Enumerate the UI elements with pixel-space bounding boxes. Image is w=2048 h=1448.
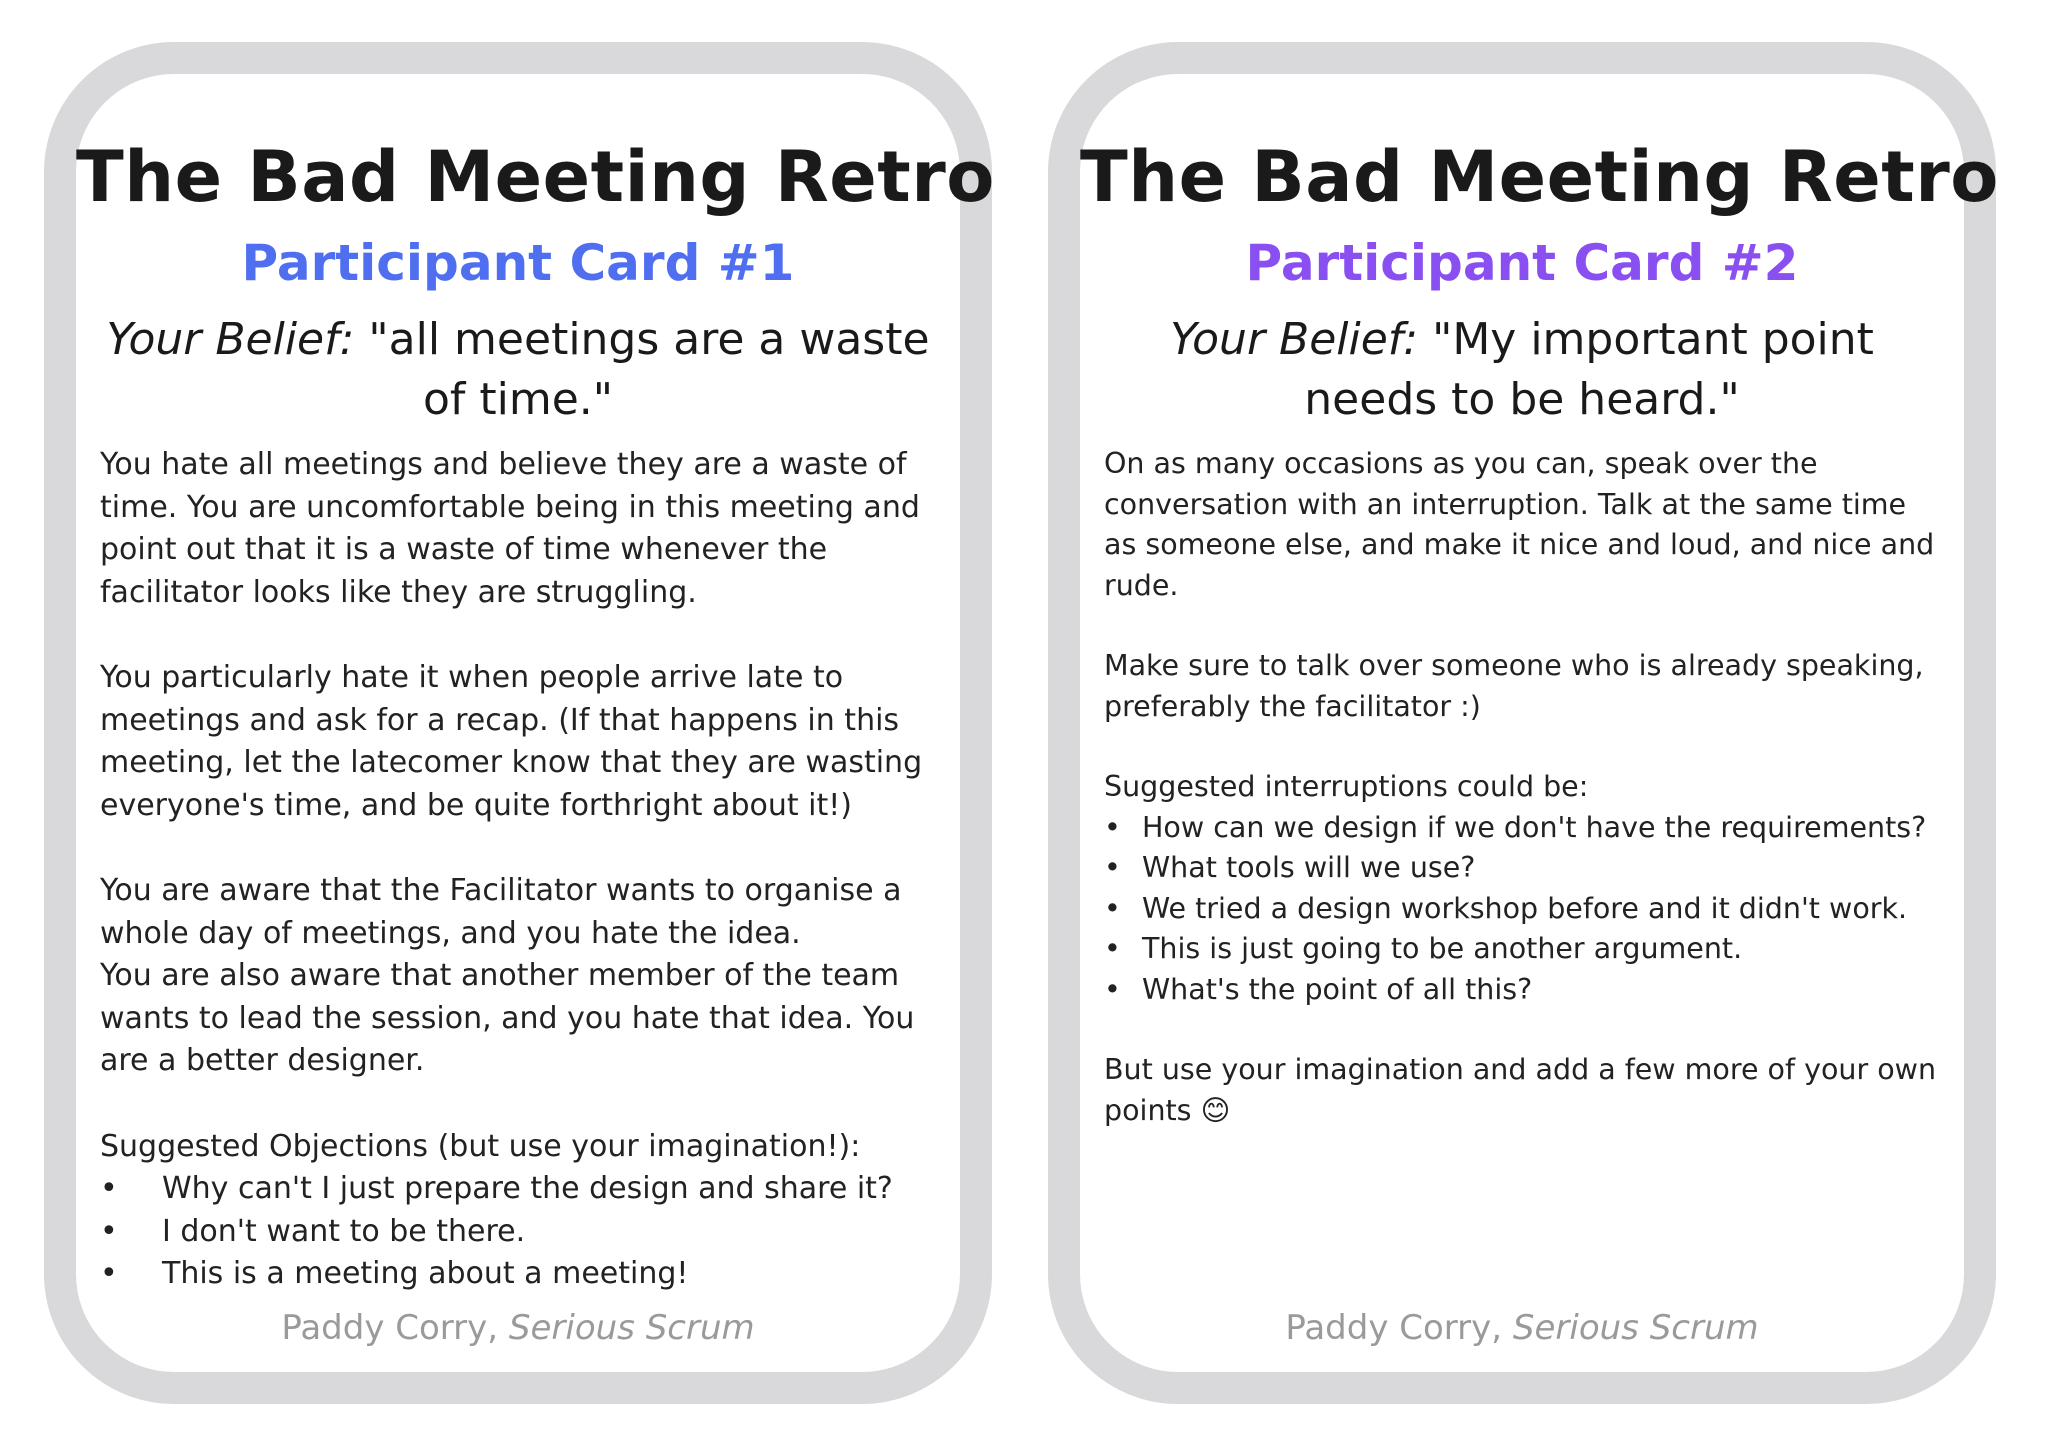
bullet-icon: • bbox=[1104, 810, 1121, 844]
participant-card-2 bbox=[1048, 42, 1999, 1404]
list-item: • How can we design if we don't have the requirements? bbox=[1104, 808, 1944, 849]
credit-name: Paddy Corry, bbox=[1285, 1308, 1513, 1348]
list-item: • What tools will we use? bbox=[1104, 848, 1944, 889]
interruption-list bbox=[1104, 808, 1944, 1011]
card-title: The Bad Meeting Retro bbox=[1080, 136, 1999, 218]
objection-list bbox=[100, 1168, 940, 1296]
card-credit bbox=[1080, 1308, 1964, 1348]
body-paragraph: You hate all meetings and believe they are a waste of time. You are uncomfortable being in this meeting and point out that it is a waste of time whenever the facilitator looks like they are struggling. bbox=[100, 447, 920, 610]
card-title: The Bad Meeting Retro bbox=[76, 136, 995, 218]
credit-org: Serious Scrum bbox=[1512, 1308, 1759, 1348]
card-subtitle: Participant Card #1 bbox=[241, 234, 795, 292]
belief-text: "My important point needs to be heard." bbox=[1304, 314, 1874, 425]
belief-statement bbox=[96, 310, 940, 430]
list-item: • This is a meeting about a meeting! bbox=[100, 1253, 940, 1296]
body-paragraph: Make sure to talk over someone who is already speaking, preferably the facilitator :) bbox=[1104, 649, 1924, 723]
card-credit bbox=[76, 1308, 960, 1348]
bullet-icon: • bbox=[1104, 851, 1121, 884]
participant-card-1 bbox=[44, 42, 995, 1404]
belief-text: "all meetings are a waste of time." bbox=[354, 314, 930, 425]
list-item: • I don't want to be there. bbox=[100, 1211, 940, 1254]
card-body bbox=[1104, 444, 1944, 1131]
card-body bbox=[100, 444, 940, 1296]
body-paragraph: You are aware that the Facilitator wants to organise a whole day of meetings, and you hate the idea. bbox=[100, 873, 902, 951]
bullet-icon: • bbox=[100, 1256, 118, 1291]
credit-org: Serious Scrum bbox=[508, 1308, 755, 1348]
bullet-icon: • bbox=[100, 1171, 118, 1206]
body-paragraph: You are also aware that another member of the team wants to lead the session, and you hate that idea. You are a better designer. bbox=[100, 958, 915, 1078]
bullet-icon: • bbox=[1104, 932, 1121, 965]
belief-label: Your Belief: bbox=[1170, 314, 1419, 365]
credit-name: Paddy Corry, bbox=[281, 1308, 509, 1348]
bullet-icon: • bbox=[1104, 891, 1121, 925]
list-item: • We tried a design workshop before and it didn't work. bbox=[1104, 889, 1944, 930]
belief-statement bbox=[1100, 310, 1944, 430]
closing-paragraph: But use your imagination and add a few more of your own points 😊 bbox=[1104, 1053, 1937, 1127]
bullet-icon: • bbox=[100, 1213, 118, 1249]
list-intro: Suggested interruptions could be: bbox=[1104, 770, 1589, 803]
card-subtitle: Participant Card #2 bbox=[1245, 234, 1799, 292]
body-paragraph: You particularly hate it when people arrive late to meetings and ask for a recap. (If that happens in this meeting, let the latecomer know that they are wasting everyone's time, and be quite forthright about it!) bbox=[100, 660, 923, 823]
belief-label: Your Belief: bbox=[106, 314, 355, 365]
body-paragraph: On as many occasions as you can, speak over the conversation with an interruption. Talk at the same time as someone else, and make it nice and loud, and nice and rude. bbox=[1104, 447, 1935, 602]
list-item: • Why can't I just prepare the design and share it? bbox=[100, 1168, 940, 1211]
bullet-icon: • bbox=[1104, 972, 1121, 1006]
list-intro: Suggested Objections (but use your imagination!): bbox=[100, 1128, 861, 1164]
list-item: • What's the point of all this? bbox=[1104, 970, 1944, 1011]
list-item: • This is just going to be another argument. bbox=[1104, 929, 1944, 970]
